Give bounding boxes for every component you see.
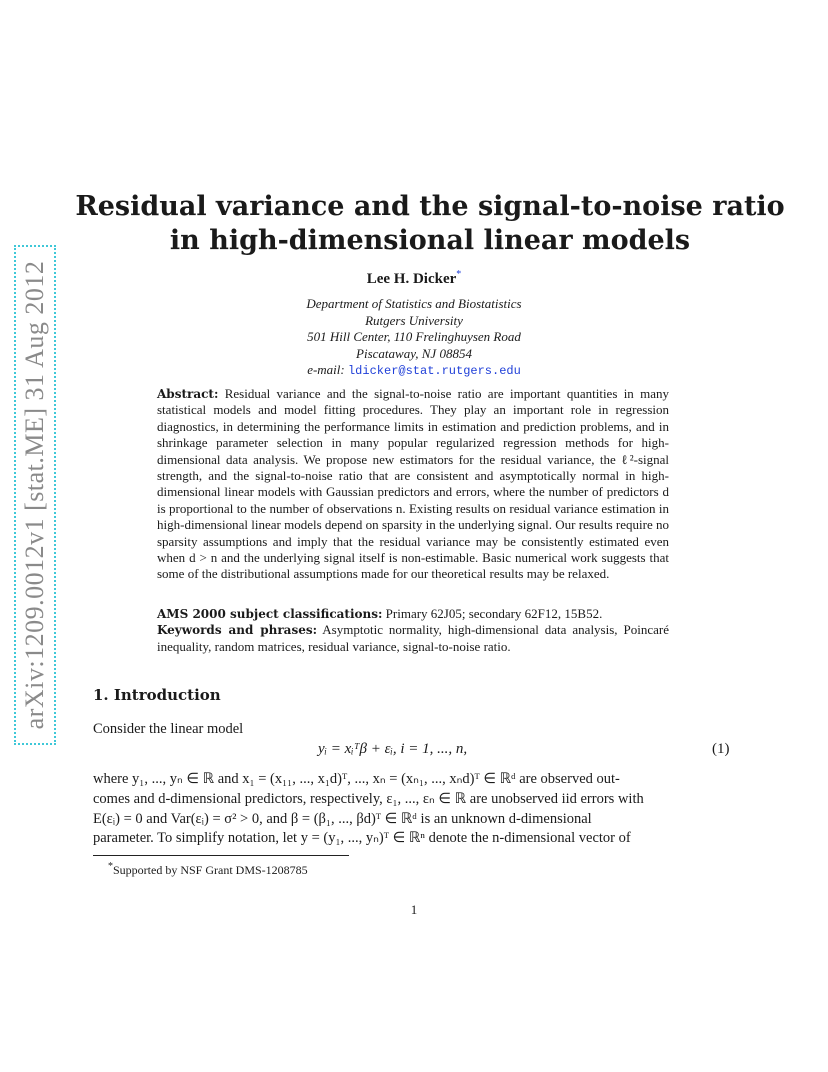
ams-label: AMS 2000 subject classifications:: [157, 607, 383, 621]
intro-line: Consider the linear model: [93, 721, 244, 737]
paragraph-line: where y₁, ..., yₙ ∈ ℝ and x₁ = (x₁₁, ..., x₁d)ᵀ, ..., xₙ = (xₙ₁, ..., xₙd)ᵀ ∈ ℝᵈ are observed out-: [93, 771, 620, 787]
affiliation: [0, 296, 828, 380]
author-footnote-link[interactable]: *: [456, 269, 462, 280]
equation-number: (1): [712, 741, 730, 757]
affiliation-line: Rutgers University: [365, 312, 463, 328]
paper-title: [70, 190, 790, 258]
ams-text: Primary 62J05; secondary 62F12, 15B52.: [385, 606, 603, 621]
footnote-text: Supported by NSF Grant DMS-1208785: [113, 863, 308, 877]
paragraph-line: comes and d-dimensional predictors, respectively, ε₁, ..., εₙ ∈ ℝ are unobserved iid errors with: [93, 791, 644, 807]
keywords-line: [157, 622, 669, 655]
ams-line: [157, 606, 669, 622]
affiliation-line: 501 Hill Center, 110 Frelinghuysen Road: [307, 329, 521, 344]
page-number: 1: [410, 902, 418, 917]
footnote-mark: *: [108, 861, 113, 872]
affiliation-line: Piscataway, NJ 08854: [356, 345, 472, 361]
keywords-label: Keywords and phrases:: [157, 623, 318, 638]
section-heading: 1. Introduction: [93, 686, 221, 704]
arxiv-stamp-text: arXiv:1209.0012v1 [stat.ME] 31 Aug 2012: [20, 260, 49, 730]
keywords-text: Asymptotic normality, high-dimensional data analysis, Poincaré inequality, random matrices, residual variance, signal-to-noise ratio.: [157, 622, 669, 654]
abstract: [157, 386, 669, 583]
equation: yᵢ = xᵢᵀβ + εᵢ, i = 1, ..., n,: [318, 741, 468, 757]
title-line-1: Residual variance and the signal-to-noise ratio: [75, 191, 785, 222]
email-link[interactable]: ldicker@stat.rutgers.edu: [347, 364, 521, 378]
paragraph-line: E(εᵢ) = 0 and Var(εᵢ) = σ² > 0, and β = (β₁, ..., βd)ᵀ ∈ ℝᵈ is an unknown d-dimensional: [93, 811, 592, 827]
classifications: [157, 606, 669, 655]
email-label: e-mail:: [307, 362, 345, 377]
affiliation-line: Department of Statistics and Biostatistics: [306, 296, 522, 311]
author-name: Lee H. Dicker: [366, 271, 457, 287]
email-line: [0, 362, 828, 380]
author: [0, 269, 828, 288]
abstract-label: Abstract:: [157, 387, 219, 401]
title-line-2: in high-dimensional linear models: [169, 225, 691, 256]
abstract-text: Residual variance and the signal-to-noise ratio are important quantities in many statistical models and model fitting procedures. They play an important role in regression diagnostics, in determining the performance limits in estimation and prediction problems, and in shrinkage parameter selection in many popular regularized regression methods for high-dimensional data analysis. We propose new estimators for the residual variance, the ℓ²-signal strength, and the signal-to-noise ratio that are consistent and asymptotically normal in high-dimensional linear models with Gaussian predictors and errors, where the number of predictors d is proportional to the number of observations n. Existing results on residual variance estimation in high-dimensional linear models depend on sparsity in the underlying signal. Our results require no sparsity assumptions and imply that the residual variance may be consistently estimated even when d > n and the underlying signal itself is non-estimable. Basic numerical work suggests that some of the distributional assumptions made for our theoretical results may be relaxed.: [157, 386, 669, 582]
footnote-rule: [93, 855, 349, 856]
paragraph-line: parameter. To simplify notation, let y = (y₁, ..., yₙ)ᵀ ∈ ℝⁿ denote the n-dimensional vector of: [93, 830, 631, 846]
footnote: [108, 861, 308, 878]
